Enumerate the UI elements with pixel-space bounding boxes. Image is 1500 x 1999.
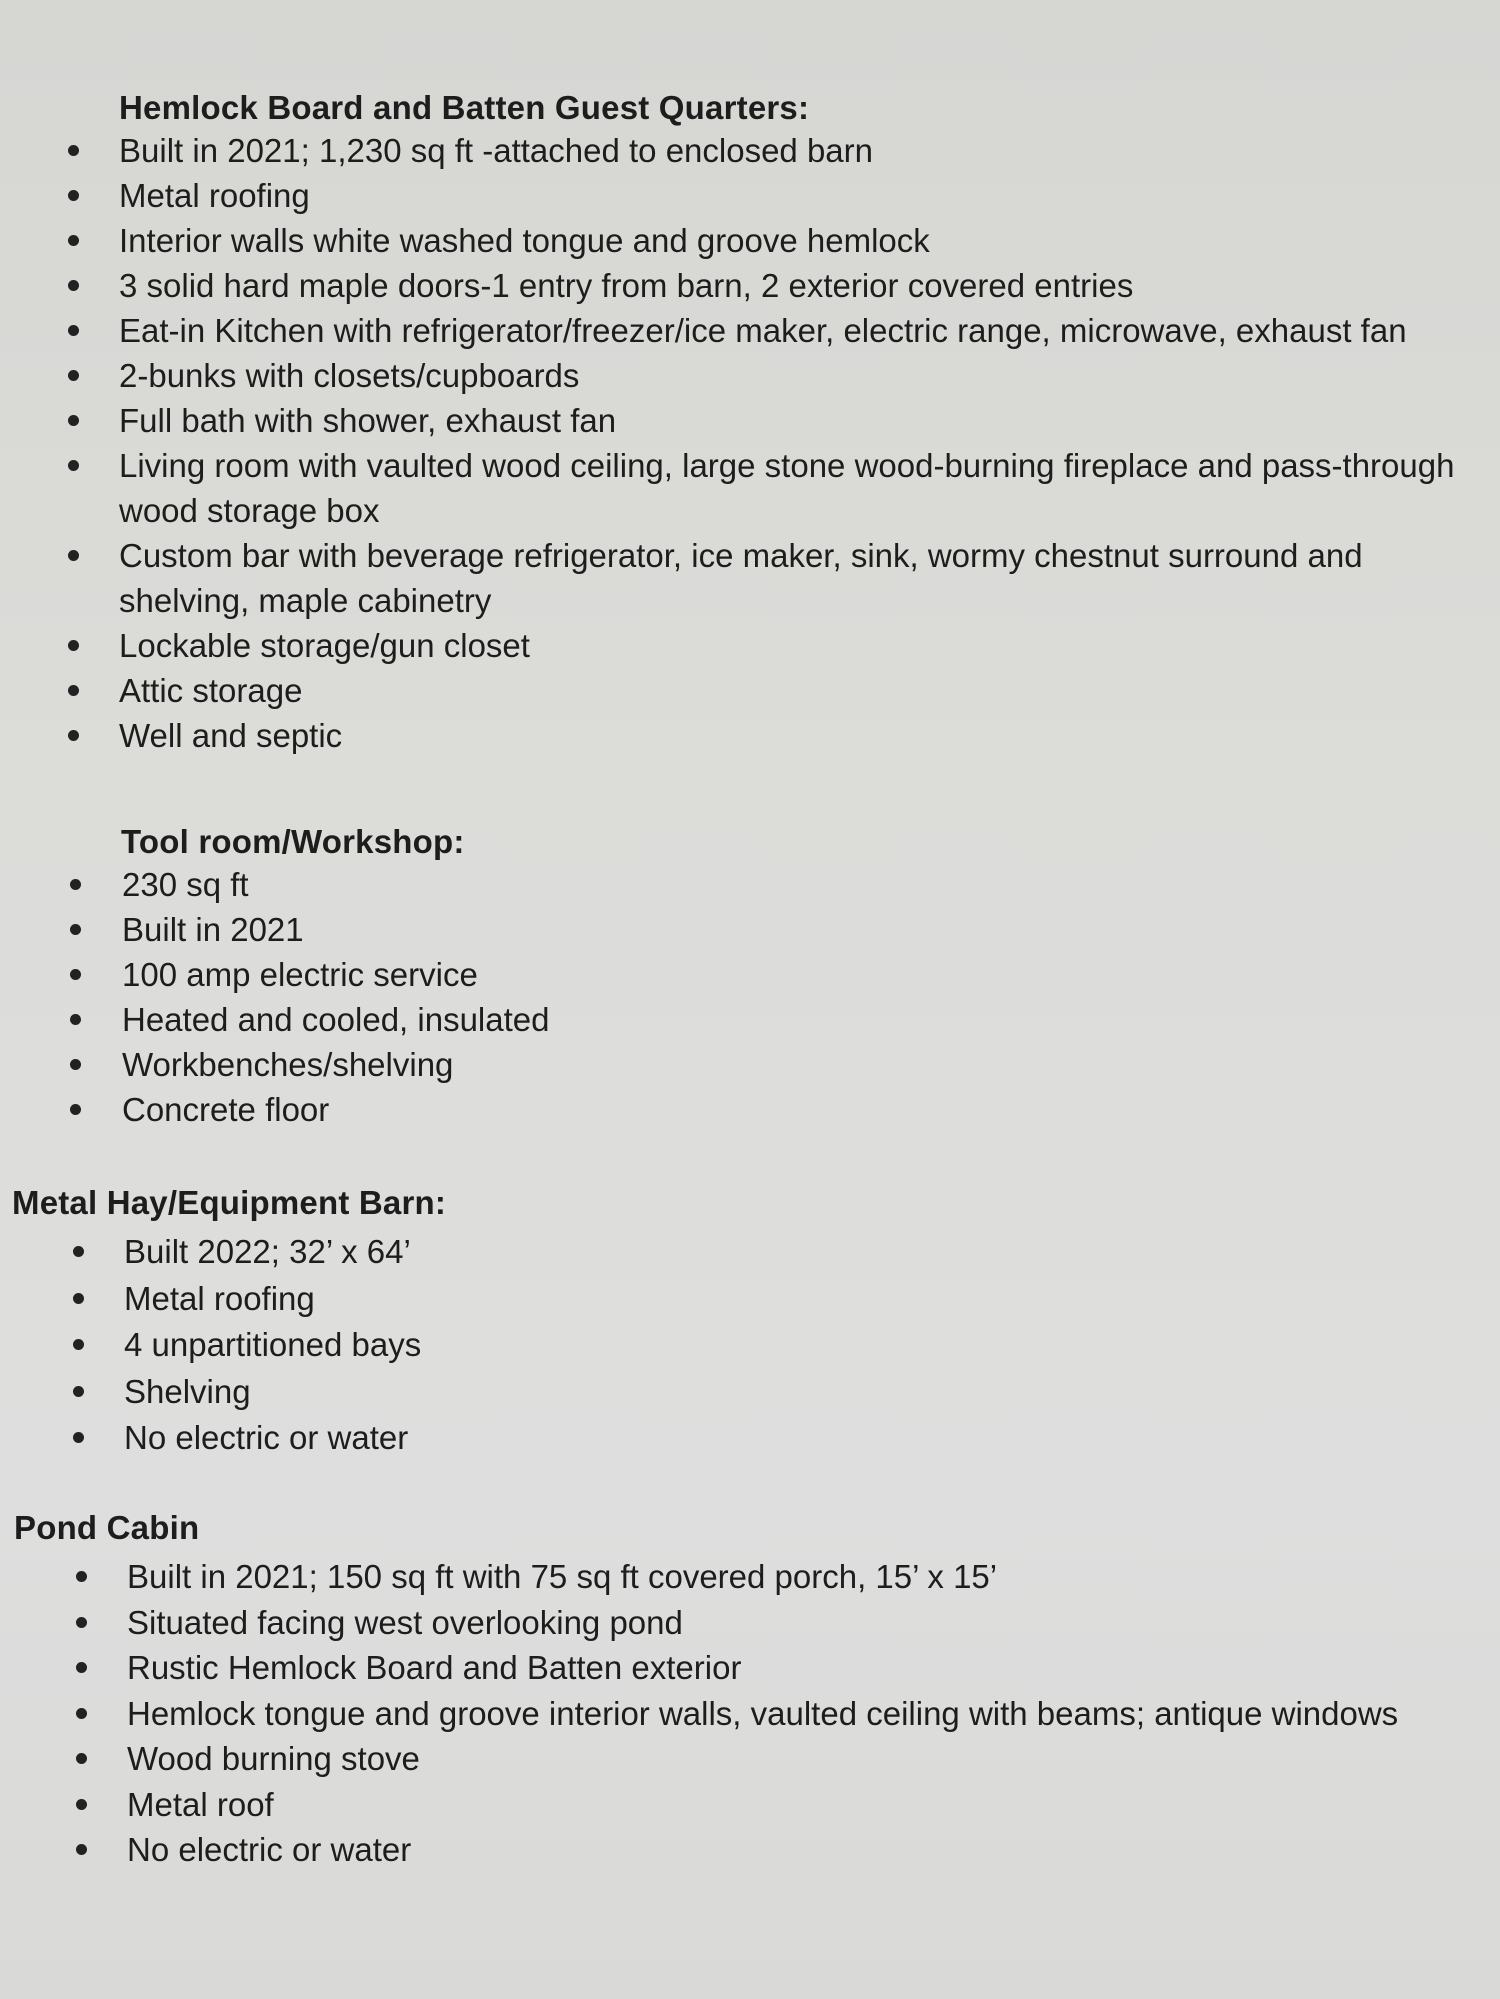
bullet-icon bbox=[68, 370, 79, 381]
list-item-text: 230 sq ft bbox=[122, 866, 249, 903]
list-item bbox=[0, 533, 1500, 623]
bullet-icon bbox=[70, 1104, 81, 1115]
list-item-text: Metal roofing bbox=[119, 177, 310, 214]
list-item bbox=[0, 907, 1500, 952]
list-item bbox=[0, 1782, 1500, 1828]
list-item bbox=[0, 308, 1500, 353]
list-item-text: Heated and cooled, insulated bbox=[122, 1001, 550, 1038]
list-item bbox=[0, 1087, 1500, 1132]
list-item bbox=[0, 1042, 1500, 1087]
bullet-icon bbox=[68, 325, 79, 336]
bullet-icon bbox=[68, 460, 79, 471]
feature-list bbox=[0, 1554, 1500, 1873]
bullet-icon bbox=[76, 1708, 87, 1719]
list-item-text: Built in 2021; 150 sq ft with 75 sq ft covered porch, 15’ x 15’ bbox=[127, 1558, 998, 1595]
list-item bbox=[0, 1229, 1500, 1276]
list-item-text: Shelving bbox=[124, 1372, 251, 1410]
bullet-icon bbox=[76, 1662, 87, 1673]
list-item-text: 4 unpartitioned bays bbox=[124, 1326, 422, 1363]
list-item bbox=[0, 1645, 1500, 1691]
section-tool-room bbox=[0, 822, 1500, 1132]
section-pond-cabin bbox=[0, 1508, 1500, 1873]
list-item bbox=[0, 1827, 1500, 1873]
list-item bbox=[0, 173, 1500, 218]
list-item-text: Metal roofing bbox=[124, 1279, 315, 1317]
list-item bbox=[0, 353, 1500, 398]
list-item bbox=[0, 218, 1500, 263]
list-item-text: Wood burning stove bbox=[127, 1740, 420, 1777]
list-item-text: Interior walls white washed tongue and groove hemlock bbox=[119, 222, 930, 259]
list-item-text: Living room with vaulted wood ceiling, large stone wood-burning fireplace and pass-through wood storage box bbox=[119, 447, 1455, 529]
bullet-icon bbox=[73, 1339, 84, 1350]
bullet-icon bbox=[70, 1059, 81, 1070]
bullet-icon bbox=[68, 640, 79, 651]
list-item-text: Attic storage bbox=[119, 672, 303, 709]
bullet-icon bbox=[73, 1246, 84, 1257]
list-item-text: Situated facing west overlooking pond bbox=[127, 1603, 683, 1641]
list-item-text: No electric or water bbox=[124, 1419, 409, 1456]
list-item bbox=[0, 997, 1500, 1042]
list-item bbox=[0, 668, 1500, 713]
bullet-icon bbox=[76, 1571, 87, 1582]
section-heading: Hemlock Board and Batten Guest Quarters: bbox=[119, 89, 810, 126]
list-item bbox=[0, 1600, 1500, 1646]
bullet-icon bbox=[73, 1386, 84, 1397]
list-item-text: Full bath with shower, exhaust fan bbox=[119, 402, 617, 439]
list-item bbox=[0, 952, 1500, 997]
list-item bbox=[0, 1322, 1500, 1369]
list-item-text: Built 2022; 32’ x 64’ bbox=[124, 1233, 411, 1270]
list-item-text: Built in 2021; 1,230 sq ft -attached to enclosed barn bbox=[119, 132, 874, 169]
section-heading: Metal Hay/Equipment Barn: bbox=[12, 1184, 447, 1221]
list-item-text: Custom bar with beverage refrigerator, ice maker, sink, wormy chestnut surround and shelving, maple cabinetry bbox=[119, 537, 1363, 619]
list-item-text: Hemlock tongue and groove interior walls, vaulted ceiling with beams; antique windows bbox=[127, 1694, 1399, 1732]
list-item-text: 3 solid hard maple doors-1 entry from barn, 2 exterior covered entries bbox=[119, 267, 1134, 304]
section-hay-barn bbox=[0, 1183, 1500, 1462]
list-item bbox=[0, 1691, 1500, 1737]
bullet-icon bbox=[68, 190, 79, 201]
feature-list bbox=[0, 128, 1500, 758]
list-item-text: No electric or water bbox=[127, 1831, 412, 1868]
bullet-icon bbox=[73, 1432, 84, 1443]
bullet-icon bbox=[68, 550, 79, 561]
list-item bbox=[0, 1554, 1500, 1600]
list-item-text: Eat-in Kitchen with refrigerator/freezer/ice maker, electric range, microwave, exhaust fan bbox=[119, 312, 1407, 349]
bullet-icon bbox=[68, 730, 79, 741]
list-item-text: Lockable storage/gun closet bbox=[119, 627, 530, 664]
feature-list bbox=[0, 862, 1500, 1132]
list-item bbox=[0, 263, 1500, 308]
bullet-icon bbox=[68, 415, 79, 426]
list-item bbox=[0, 1415, 1500, 1462]
bullet-icon bbox=[70, 924, 81, 935]
list-item bbox=[0, 862, 1500, 907]
list-item bbox=[0, 1736, 1500, 1782]
bullet-icon bbox=[76, 1753, 87, 1764]
bullet-icon bbox=[68, 280, 79, 291]
list-item bbox=[0, 1276, 1500, 1323]
list-item-text: Concrete floor bbox=[122, 1091, 330, 1128]
bullet-icon bbox=[76, 1799, 87, 1810]
bullet-icon bbox=[76, 1844, 87, 1855]
list-item bbox=[0, 1369, 1500, 1416]
list-item bbox=[0, 443, 1500, 533]
list-item bbox=[0, 713, 1500, 758]
bullet-icon bbox=[76, 1617, 87, 1628]
list-item-text: Workbenches/shelving bbox=[122, 1046, 454, 1083]
bullet-icon bbox=[73, 1293, 84, 1304]
bullet-icon bbox=[68, 685, 79, 696]
section-guest-quarters bbox=[0, 88, 1500, 758]
list-item bbox=[0, 623, 1500, 668]
bullet-icon bbox=[68, 235, 79, 246]
list-item-text: Metal roof bbox=[127, 1785, 274, 1823]
list-item bbox=[0, 128, 1500, 173]
bullet-icon bbox=[68, 145, 79, 156]
list-item-text: 2-bunks with closets/cupboards bbox=[119, 357, 580, 394]
feature-list bbox=[0, 1229, 1500, 1462]
list-item-text: Rustic Hemlock Board and Batten exterior bbox=[127, 1649, 742, 1686]
list-item-text: Well and septic bbox=[119, 717, 343, 754]
bullet-icon bbox=[70, 879, 81, 890]
list-item bbox=[0, 398, 1500, 443]
bullet-icon bbox=[70, 969, 81, 980]
section-heading: Tool room/Workshop: bbox=[121, 823, 465, 860]
list-item-text: Built in 2021 bbox=[122, 911, 304, 948]
list-item-text: 100 amp electric service bbox=[122, 956, 478, 993]
bullet-icon bbox=[70, 1014, 81, 1025]
section-heading: Pond Cabin bbox=[14, 1509, 200, 1546]
